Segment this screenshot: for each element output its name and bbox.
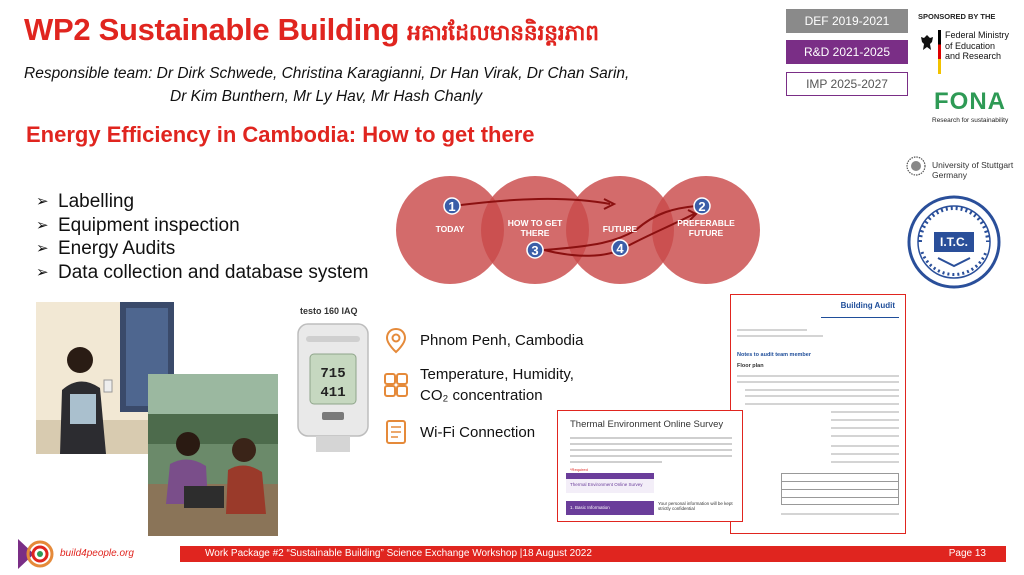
ministry-line-1: Federal Ministry bbox=[945, 30, 1010, 40]
list-item-label: Energy Audits bbox=[58, 238, 176, 259]
building-audit-document bbox=[730, 294, 906, 534]
svg-text:4: 4 bbox=[616, 241, 624, 256]
circle-label-how-to-get-there: HOW TO GET bbox=[507, 218, 563, 228]
list-item bbox=[36, 261, 369, 285]
feature-location bbox=[382, 326, 583, 354]
slide-title-text: WP2 Sustainable Building bbox=[24, 12, 400, 47]
stuttgart-seal-icon bbox=[906, 156, 926, 176]
fona-tagline: Research for sustainability bbox=[932, 117, 1009, 124]
university-name: University of Stuttgart bbox=[932, 160, 1014, 170]
circle-label-how-to-get-there-2: THERE bbox=[520, 228, 550, 238]
futures-circle-diagram bbox=[396, 168, 778, 292]
document-icon bbox=[382, 418, 410, 446]
team-line-2: Dr Kim Bunthern, Mr Ly Hav, Mr Hash Chanly bbox=[170, 88, 483, 105]
arrow-bullet-icon: ➢ bbox=[36, 193, 49, 210]
slide-title bbox=[24, 12, 599, 51]
team-line-1: Responsible team: Dr Dirk Schwede, Christina Karagianni, Dr Han Virak, Dr Chan Sarin, bbox=[24, 65, 630, 82]
arrow-bullet-icon: ➢ bbox=[36, 216, 49, 234]
survey-section-label: 1. Basic Information bbox=[570, 505, 610, 510]
circle-label-today: TODAY bbox=[435, 224, 465, 234]
survey-required-note: *Required bbox=[570, 467, 588, 472]
footer-event-text: Work Package #2 “Sustainable Building” Science Exchange Workshop |18 August 2022 bbox=[205, 548, 592, 559]
svg-text:3: 3 bbox=[531, 243, 539, 258]
svg-text:1: 1 bbox=[448, 199, 456, 214]
step-marker-1 bbox=[444, 198, 460, 214]
survey-confidential-note: Your personal information will be kept strictly confidential bbox=[658, 501, 733, 511]
federal-eagle-icon bbox=[920, 34, 934, 52]
thermal-survey-form bbox=[557, 410, 743, 522]
survey-card bbox=[566, 479, 654, 493]
device-reading-1: 715 bbox=[320, 366, 346, 382]
action-list bbox=[36, 190, 369, 284]
step-marker-3 bbox=[527, 242, 543, 258]
audit-section-heading: Notes to audit team member bbox=[737, 352, 811, 358]
phase-rnd-box: R&D 2021-2025 bbox=[786, 40, 908, 64]
slide-subtitle: Energy Efficiency in Cambodia: How to get there bbox=[26, 122, 535, 147]
arrow-bullet-icon: ➢ bbox=[36, 240, 49, 257]
feature-measurements bbox=[382, 364, 574, 406]
phase-imp-box: IMP 2025-2027 bbox=[786, 72, 908, 96]
circle-label-preferable: PREFERABLE bbox=[677, 218, 735, 228]
audit-title: Building Audit bbox=[840, 301, 895, 310]
list-item bbox=[36, 237, 369, 261]
build4people-logo bbox=[16, 535, 54, 573]
device-model-label: testo 160 IAQ bbox=[300, 306, 358, 316]
testo-iaq-device bbox=[296, 320, 370, 456]
device-reading-2: 411 bbox=[320, 385, 346, 401]
page-number: Page 13 bbox=[948, 548, 986, 559]
list-item bbox=[36, 214, 369, 238]
university-stuttgart-logo bbox=[906, 154, 1024, 184]
audit-subsection-heading: Floor plan bbox=[737, 363, 764, 369]
ministry-line-2: of Education bbox=[945, 40, 996, 51]
german-flag-stripe bbox=[938, 30, 941, 74]
list-item bbox=[36, 190, 369, 214]
phase-def-box: DEF 2019-2021 bbox=[786, 9, 908, 33]
feature-location-text: Phnom Penh, Cambodia bbox=[420, 331, 584, 349]
feature-connection-text: Wi-Fi Connection bbox=[420, 423, 536, 441]
photo-data-collection bbox=[148, 374, 278, 536]
survey-title: Thermal Environment Online Survey bbox=[570, 419, 724, 430]
footer-website: build4people.org bbox=[60, 548, 134, 559]
svg-text:2: 2 bbox=[698, 199, 706, 214]
step-marker-2 bbox=[694, 198, 710, 214]
bmbf-logo bbox=[918, 26, 1018, 82]
feature-measure-line-1: Temperature, Humidity, bbox=[420, 366, 574, 383]
footer-bar bbox=[0, 543, 1024, 565]
ministry-line-3: and Research bbox=[945, 51, 1002, 61]
list-item-label: Data collection and database system bbox=[58, 261, 369, 283]
survey-section-bar bbox=[566, 501, 654, 515]
list-item-label: Equipment inspection bbox=[58, 214, 240, 236]
itc-seal-logo bbox=[906, 194, 1002, 290]
list-item-label: Labelling bbox=[58, 191, 135, 212]
sponsor-label: SPONSORED BY THE bbox=[918, 12, 996, 21]
arrow-bullet-icon: ➢ bbox=[36, 263, 49, 281]
responsible-team bbox=[24, 62, 704, 108]
feature-measure-line-2: CO₂ concentration bbox=[420, 387, 543, 404]
location-pin-icon bbox=[382, 326, 410, 354]
slide-title-khmer: អគារដែលមាននិរន្តរភាព bbox=[407, 20, 599, 45]
grid-sensor-icon bbox=[382, 371, 410, 399]
survey-card-title: Thermal Environment Online Survey bbox=[570, 482, 643, 487]
svg-text:I.T.C.: I.T.C. bbox=[939, 235, 969, 249]
circle-label-preferable-future: FUTURE bbox=[688, 228, 724, 238]
audit-table bbox=[781, 473, 899, 505]
ministry-name bbox=[945, 30, 1009, 62]
university-country: Germany bbox=[932, 170, 967, 180]
feature-connection bbox=[382, 418, 535, 446]
fona-logo: FONA bbox=[934, 88, 1006, 115]
circle-label-future: FUTURE bbox=[602, 224, 638, 234]
step-marker-4 bbox=[612, 240, 628, 256]
